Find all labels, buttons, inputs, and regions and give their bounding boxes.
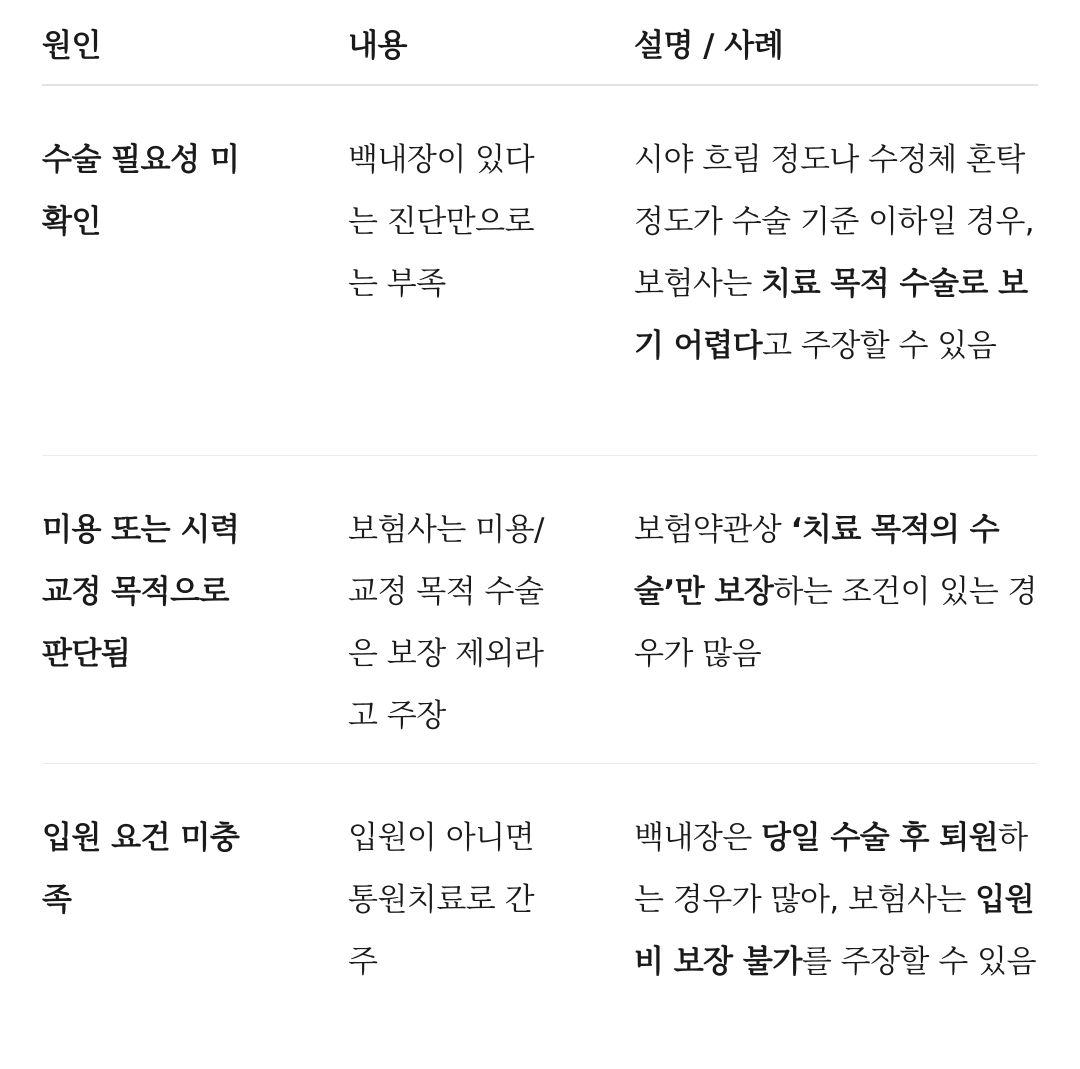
cause-cell: 수술 필요성 미확인 (42, 142, 240, 240)
table-row (42, 764, 1038, 1069)
description-text: 고 주장할 수 있음 (762, 328, 997, 364)
table-header-row (42, 0, 1038, 86)
content-cell: 백내장이 있다는 진단만으로는 부족 (348, 142, 535, 302)
description-text: 하는 조건이 있는 경우가 많음 (634, 574, 1037, 672)
cataract-claim-table (42, 0, 1038, 1069)
header-description: 설명 / 사례 (634, 27, 784, 64)
header-content: 내용 (348, 27, 407, 64)
description-emphasis: 당일 수술 후 퇴원 (761, 820, 999, 856)
content-cell: 보험사는 미용/교정 목적 수술은 보장 제외라고 주장 (348, 512, 544, 734)
description-emphasis: 입원비 보장 불가 (634, 882, 1035, 980)
description-text: 시야 흐림 정도나 수정체 혼탁 정도가 수술 기준 이하일 경우, 보험사는 (634, 142, 1035, 302)
description-cell (634, 129, 1038, 377)
description-text: 백내장은 (634, 820, 762, 856)
content-cell: 입원이 아니면 통원치료로 간주 (348, 820, 535, 980)
description-emphasis: ‘치료 목적의 수술’만 보장 (634, 512, 1000, 610)
header-cause: 원인 (42, 27, 101, 64)
description-text: 를 주장할 수 있음 (801, 944, 1037, 980)
cause-cell: 미용 또는 시력교정 목적으로 판단됨 (42, 512, 240, 672)
description-cell (634, 807, 1038, 993)
description-text: 보험약관상 (634, 512, 791, 548)
cause-cell: 입원 요건 미충족 (42, 820, 240, 918)
description-emphasis: 치료 목적 수술로 보기 어렵다 (634, 266, 1028, 364)
description-cell (634, 499, 1038, 685)
description-text: 하는 경우가 많아, 보험사는 (634, 820, 1028, 918)
table-row (42, 456, 1038, 764)
table-row (42, 86, 1038, 456)
